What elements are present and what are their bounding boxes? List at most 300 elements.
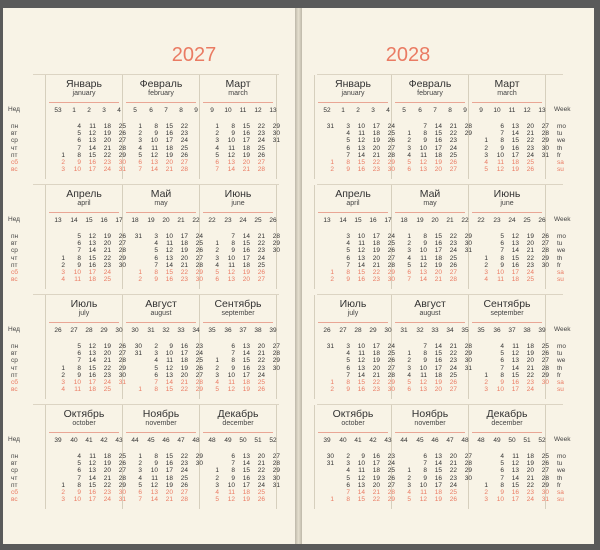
calendar-day: 29 <box>464 233 472 240</box>
calendar-day: 13 <box>511 467 519 475</box>
week-number: 30 <box>384 327 392 334</box>
calendar-day: 10 <box>150 137 158 145</box>
calendar-day: 4 <box>215 144 219 152</box>
calendar-day: 5 <box>77 233 81 240</box>
calendar-day: 22 <box>257 123 265 130</box>
calendar-day: 10 <box>227 254 235 262</box>
weekday-label: ср <box>11 137 18 145</box>
calendar-day: 8 <box>423 350 427 358</box>
calendar-day: 16 <box>165 460 173 468</box>
month-underline <box>49 212 119 213</box>
calendar-day: 14 <box>165 261 173 269</box>
calendar-day: 29 <box>272 467 280 475</box>
weekday-label: чт <box>11 254 18 262</box>
calendar-day: 23 <box>372 386 380 394</box>
week-number: 22 <box>192 217 200 224</box>
week-number: 44 <box>400 437 408 444</box>
month-name: Март <box>494 78 520 90</box>
calendar-day: 25 <box>257 489 265 496</box>
calendar-day: 22 <box>372 379 380 386</box>
week-number: 26 <box>269 217 277 224</box>
weekday-label: fr <box>557 481 561 489</box>
calendar-day: 20 <box>165 159 173 166</box>
calendar-day: 29 <box>541 254 549 262</box>
calendar-day: 16 <box>357 276 365 284</box>
calendar-day: 30 <box>541 261 549 269</box>
calendar-day: 3 <box>484 269 488 276</box>
calendar-day: 23 <box>387 453 395 460</box>
calendar-day: 1 <box>138 453 142 460</box>
calendar-day: 23 <box>372 166 380 174</box>
weekday-label: su <box>557 386 564 394</box>
calendar-day: 5 <box>346 474 350 482</box>
week-label: Week <box>554 106 571 113</box>
calendar-day: 1 <box>484 137 488 145</box>
week-number: 47 <box>177 437 185 444</box>
calendar-day: 20 <box>372 144 380 152</box>
week-number: 6 <box>418 107 422 114</box>
week-label: Week <box>554 326 571 333</box>
week-number: 22 <box>461 217 469 224</box>
week-number: 18 <box>131 217 139 224</box>
calendar-day: 20 <box>180 371 188 379</box>
weekday-label: вс <box>11 166 18 174</box>
calendar-day: 17 <box>372 123 380 130</box>
week-label: Нед <box>8 326 20 333</box>
weekday-label: сб <box>11 269 18 276</box>
calendar-day: 14 <box>511 247 519 255</box>
week-number: 33 <box>431 327 439 334</box>
calendar-day: 12 <box>165 247 173 255</box>
week-number: 24 <box>508 217 516 224</box>
calendar-day: 15 <box>88 151 96 159</box>
calendar-day: 22 <box>449 350 457 358</box>
week-number: 13 <box>269 107 277 114</box>
calendar-day: 19 <box>103 233 111 240</box>
calendar-day: 26 <box>118 343 126 350</box>
calendar-day: 24 <box>257 371 265 379</box>
calendar-day: 15 <box>357 496 365 504</box>
calendar-page-left <box>3 8 295 544</box>
calendar-day: 23 <box>526 379 534 386</box>
week-number: 50 <box>508 437 516 444</box>
calendar-day: 1 <box>215 240 219 248</box>
calendar-day: 19 <box>372 357 380 365</box>
calendar-day: 4 <box>77 453 81 460</box>
weekday-label: th <box>557 254 563 262</box>
calendar-day: 26 <box>257 269 265 276</box>
week-number: 10 <box>493 107 501 114</box>
weekday-label: вс <box>11 386 18 394</box>
calendar-day: 6 <box>138 489 142 496</box>
week-number: 51 <box>523 437 531 444</box>
calendar-day: 29 <box>387 496 395 504</box>
calendar-day: 21 <box>103 247 111 255</box>
calendar-day: 13 <box>511 123 519 130</box>
calendar-day: 15 <box>242 123 250 130</box>
week-number: 37 <box>239 327 247 334</box>
calendar-day: 28 <box>272 350 280 358</box>
calendar-day: 12 <box>511 350 519 358</box>
calendar-day: 24 <box>180 137 188 145</box>
month-underline <box>472 102 542 103</box>
calendar-day: 14 <box>150 166 158 174</box>
calendar-day: 2 <box>484 489 488 496</box>
calendar-day: 19 <box>526 350 534 358</box>
week-number: 23 <box>493 217 501 224</box>
week-number: 31 <box>147 327 155 334</box>
calendar-day: 4 <box>61 386 65 394</box>
calendar-day: 14 <box>88 474 96 482</box>
calendar-day: 16 <box>242 364 250 372</box>
calendar-day: 24 <box>195 233 203 240</box>
weekday-label: чт <box>11 144 18 152</box>
calendar-day: 9 <box>154 130 158 138</box>
week-number: 21 <box>446 217 454 224</box>
calendar-day: 20 <box>372 254 380 262</box>
calendar-day: 16 <box>88 159 96 166</box>
calendar-day: 13 <box>357 144 365 152</box>
calendar-day: 30 <box>541 489 549 496</box>
calendar-day: 12 <box>88 343 96 350</box>
calendar-day: 8 <box>231 357 235 365</box>
calendar-day: 3 <box>215 254 219 262</box>
calendar-day: 2 <box>215 247 219 255</box>
month-english-name: november <box>145 420 177 427</box>
calendar-day: 16 <box>357 386 365 394</box>
calendar-day: 3 <box>215 481 219 489</box>
calendar-day: 31 <box>272 137 280 145</box>
week-label: Нед <box>8 106 20 113</box>
month-name: Январь <box>335 78 371 90</box>
month-name: Август <box>145 298 177 310</box>
week-number: 42 <box>369 437 377 444</box>
calendar-day: 22 <box>103 364 111 372</box>
calendar-day: 13 <box>227 276 235 284</box>
calendar-day: 25 <box>195 357 203 365</box>
month-english-name: may <box>154 200 168 207</box>
calendar-day: 1 <box>484 371 488 379</box>
calendar-day: 21 <box>242 166 250 174</box>
calendar-day: 6 <box>77 137 81 145</box>
calendar-day: 7 <box>231 350 235 358</box>
week-number: 41 <box>85 437 93 444</box>
calendar-day: 19 <box>434 159 442 166</box>
calendar-day: 4 <box>500 453 504 460</box>
calendar-day: 31 <box>464 247 472 255</box>
calendar-day: 25 <box>118 123 126 130</box>
weekday-label: th <box>557 364 563 372</box>
week-number: 8 <box>448 107 452 114</box>
month-english-name: december <box>491 420 523 427</box>
month-underline <box>49 322 119 323</box>
calendar-day: 16 <box>372 453 380 460</box>
calendar-day: 14 <box>357 261 365 269</box>
calendar-day: 22 <box>103 481 111 489</box>
calendar-day: 14 <box>357 489 365 496</box>
calendar-day: 5 <box>154 364 158 372</box>
calendar-day: 24 <box>103 269 111 276</box>
weekday-label: sa <box>557 489 564 496</box>
calendar-day: 13 <box>227 159 235 166</box>
calendar-day: 4 <box>215 379 219 386</box>
calendar-day: 15 <box>357 159 365 166</box>
calendar-day: 6 <box>407 386 411 394</box>
calendar-day: 14 <box>511 474 519 482</box>
calendar-day: 8 <box>346 379 350 386</box>
weekday-label: ср <box>11 357 18 365</box>
calendar-day: 17 <box>180 233 188 240</box>
calendar-day: 14 <box>511 364 519 372</box>
calendar-day: 23 <box>449 137 457 145</box>
calendar-day: 26 <box>526 166 534 174</box>
calendar-day: 7 <box>423 343 427 350</box>
calendar-day: 6 <box>231 453 235 460</box>
calendar-day: 5 <box>500 460 504 468</box>
calendar-day: 9 <box>500 489 504 496</box>
calendar-day: 28 <box>387 261 395 269</box>
calendar-day: 3 <box>407 481 411 489</box>
calendar-day: 23 <box>449 240 457 248</box>
calendar-day: 16 <box>88 371 96 379</box>
calendar-day: 19 <box>165 481 173 489</box>
calendar-day: 10 <box>73 269 81 276</box>
month-underline <box>318 322 388 323</box>
calendar-day: 6 <box>346 254 350 262</box>
week-number: 17 <box>115 217 123 224</box>
calendar-day: 10 <box>150 467 158 475</box>
calendar-day: 12 <box>227 269 235 276</box>
calendar-day: 2 <box>154 343 158 350</box>
calendar-day: 12 <box>357 137 365 145</box>
calendar-day: 6 <box>500 467 504 475</box>
calendar-day: 6 <box>138 159 142 166</box>
calendar-day: 30 <box>464 474 472 482</box>
calendar-day: 24 <box>449 364 457 372</box>
calendar-day: 25 <box>387 240 395 248</box>
calendar-day: 11 <box>358 467 365 475</box>
calendar-day: 1 <box>61 364 65 372</box>
calendar-day: 25 <box>387 130 395 138</box>
calendar-day: 26 <box>449 261 457 269</box>
calendar-day: 27 <box>449 269 457 276</box>
calendar-day: 12 <box>88 233 96 240</box>
calendar-day: 1 <box>407 467 411 475</box>
month-underline <box>395 212 465 213</box>
calendar-day: 25 <box>526 159 534 166</box>
calendar-day: 3 <box>61 269 65 276</box>
calendar-day: 16 <box>434 240 442 248</box>
calendar-day: 10 <box>496 386 504 394</box>
calendar-day: 26 <box>541 350 549 358</box>
calendar-day: 18 <box>242 261 250 269</box>
calendar-day: 6 <box>154 371 158 379</box>
week-number: 12 <box>254 107 262 114</box>
calendar-day: 13 <box>511 357 519 365</box>
calendar-day: 28 <box>118 474 126 482</box>
calendar-day: 18 <box>372 467 380 475</box>
calendar-day: 22 <box>526 254 534 262</box>
calendar-day: 18 <box>434 254 442 262</box>
weekday-label: сб <box>11 379 18 386</box>
calendar-day: 7 <box>407 276 411 284</box>
calendar-day: 7 <box>500 247 504 255</box>
calendar-day: 29 <box>387 379 395 386</box>
weekday-label: вт <box>11 350 18 358</box>
calendar-day: 31 <box>272 481 280 489</box>
calendar-day: 4 <box>138 474 142 482</box>
calendar-day: 30 <box>118 159 126 166</box>
column-divider <box>45 295 46 399</box>
calendar-day: 9 <box>231 130 235 138</box>
calendar-day: 30 <box>134 343 142 350</box>
calendar-day: 7 <box>346 261 350 269</box>
calendar-day: 29 <box>195 386 203 394</box>
calendar-day: 19 <box>242 496 250 504</box>
calendar-day: 30 <box>118 489 126 496</box>
calendar-day: 9 <box>231 247 235 255</box>
week-number: 20 <box>431 217 439 224</box>
calendar-day: 9 <box>77 489 81 496</box>
calendar-day: 17 <box>165 467 173 475</box>
calendar-day: 7 <box>154 379 158 386</box>
calendar-day: 14 <box>88 357 96 365</box>
calendar-day: 28 <box>387 489 395 496</box>
calendar-day: 2 <box>346 453 350 460</box>
calendar-day: 10 <box>165 350 173 358</box>
week-number: 52 <box>269 437 277 444</box>
week-number: 3 <box>371 107 375 114</box>
calendar-day: 11 <box>89 453 96 460</box>
calendar-day: 19 <box>103 343 111 350</box>
calendar-day: 1 <box>407 350 411 358</box>
band-divider <box>317 404 563 405</box>
calendar-day: 27 <box>180 159 188 166</box>
calendar-day: 22 <box>180 269 188 276</box>
calendar-day: 28 <box>387 151 395 159</box>
calendar-day: 14 <box>242 460 250 468</box>
month-english-name: september <box>221 310 255 317</box>
calendar-day: 9 <box>500 379 504 386</box>
calendar-day: 7 <box>77 144 81 152</box>
calendar-day: 1 <box>330 379 334 386</box>
calendar-day: 30 <box>541 144 549 152</box>
week-number: 27 <box>70 327 78 334</box>
calendar-day: 21 <box>180 261 188 269</box>
month-underline <box>126 322 196 323</box>
calendar-day: 7 <box>500 130 504 138</box>
calendar-day: 10 <box>357 460 365 468</box>
year-title: 2028 <box>385 44 431 66</box>
calendar-day: 17 <box>372 460 380 468</box>
calendar-day: 8 <box>77 254 81 262</box>
calendar-day: 8 <box>423 467 427 475</box>
book-spine <box>295 8 302 544</box>
calendar-day: 29 <box>195 269 203 276</box>
month-english-name: april <box>77 200 91 207</box>
calendar-day: 12 <box>227 151 235 159</box>
calendar-day: 12 <box>419 159 427 166</box>
calendar-day: 12 <box>419 261 427 269</box>
week-number: 29 <box>369 327 377 334</box>
calendar-day: 20 <box>257 453 265 460</box>
week-number: 25 <box>254 217 262 224</box>
month-underline <box>318 102 388 103</box>
calendar-day: 8 <box>500 371 504 379</box>
calendar-day: 9 <box>361 453 365 460</box>
calendar-day: 14 <box>150 496 158 504</box>
calendar-day: 18 <box>372 240 380 248</box>
calendar-day: 16 <box>180 343 188 350</box>
calendar-day: 28 <box>180 496 188 504</box>
calendar-day: 18 <box>372 130 380 138</box>
calendar-day: 22 <box>257 357 265 365</box>
week-number: 28 <box>354 327 362 334</box>
calendar-day: 14 <box>88 144 96 152</box>
calendar-day: 21 <box>165 496 173 504</box>
calendar-day: 24 <box>526 151 534 159</box>
calendar-day: 29 <box>464 467 472 475</box>
calendar-day: 27 <box>464 453 472 460</box>
calendar-day: 17 <box>88 166 96 174</box>
calendar-day: 25 <box>449 254 457 262</box>
week-number: 40 <box>339 437 347 444</box>
week-number: 4 <box>386 107 390 114</box>
month-name: Май <box>150 188 172 200</box>
calendar-day: 24 <box>103 496 111 504</box>
weekday-label: пт <box>11 261 18 269</box>
calendar-day: 30 <box>326 453 334 460</box>
calendar-day: 27 <box>272 453 280 460</box>
column-divider <box>314 185 315 289</box>
calendar-day: 16 <box>511 489 519 496</box>
calendar-day: 21 <box>103 474 111 482</box>
calendar-day: 11 <box>166 357 173 365</box>
calendar-day: 6 <box>346 481 350 489</box>
calendar-day: 8 <box>231 467 235 475</box>
calendar-day: 16 <box>511 261 519 269</box>
calendar-day: 19 <box>372 247 380 255</box>
calendar-day: 9 <box>423 240 427 248</box>
week-number: 3 <box>102 107 106 114</box>
calendar-day: 2 <box>407 474 411 482</box>
calendar-day: 22 <box>257 240 265 248</box>
week-number: 13 <box>538 107 546 114</box>
calendar-day: 26 <box>257 386 265 394</box>
month-english-name: november <box>414 420 446 427</box>
calendar-day: 25 <box>526 276 534 284</box>
week-number: 35 <box>477 327 485 334</box>
weekday-label: вт <box>11 130 18 138</box>
calendar-day: 7 <box>77 357 81 365</box>
calendar-day: 11 <box>89 123 96 130</box>
calendar-day: 15 <box>242 357 250 365</box>
calendar-day: 27 <box>387 254 395 262</box>
week-number: 48 <box>192 437 200 444</box>
calendar-day: 18 <box>526 343 534 350</box>
calendar-day: 8 <box>154 269 158 276</box>
calendar-day: 20 <box>242 276 250 284</box>
calendar-day: 7 <box>346 489 350 496</box>
calendar-day: 22 <box>180 386 188 394</box>
calendar-day: 25 <box>449 371 457 379</box>
weekday-label: сб <box>11 159 18 166</box>
calendar-day: 14 <box>419 276 427 284</box>
calendar-page-right <box>302 8 594 544</box>
calendar-day: 27 <box>541 240 549 248</box>
calendar-day: 17 <box>88 269 96 276</box>
week-number: 39 <box>269 327 277 334</box>
